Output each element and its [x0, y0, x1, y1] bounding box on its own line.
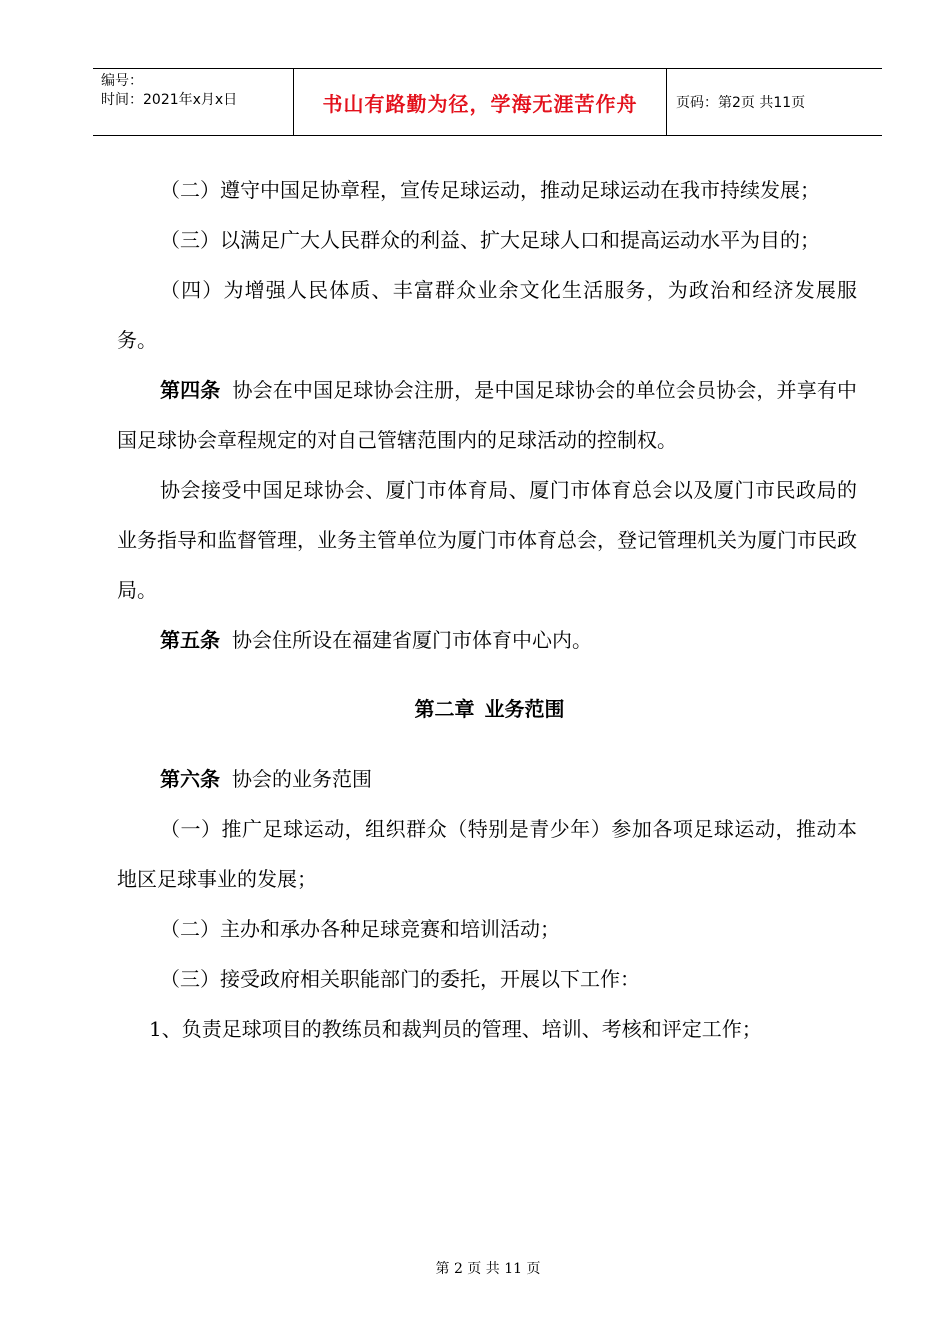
paragraph: （一）推广足球运动，组织群众（特别是青少年）参加各项足球运动，推动本地区足球事业的发展；	[117, 817, 857, 891]
paragraph: （二）遵守中国足协章程，宣传足球运动，推动足球运动在我市持续发展；	[160, 178, 820, 202]
paragraph: （二）主办和承办各种足球竞赛和培训活动；	[160, 917, 560, 941]
article-text: 协会住所设在福建省厦门市体育中心内。	[232, 628, 592, 652]
article-text: 协会的业务范围	[232, 767, 372, 791]
paragraph: （四）为增强人民体质、丰富群众业余文化生活服务，为政治和经济发展服务。	[117, 278, 857, 352]
article-text: 协会在中国足球协会注册，是中国足球协会的单位会员协会，并享有中国足球协会章程规定的对自己管辖范围内的足球活动的控制权。	[117, 378, 858, 452]
paragraph: （三）接受政府相关职能部门的委托，开展以下工作：	[160, 967, 640, 991]
paragraph: （三）以满足广大人民群众的利益、扩大足球人口和提高运动水平为目的；	[160, 228, 820, 252]
chapter-heading	[117, 684, 857, 734]
header-motto: 书山有路勤为径，学海无涯苦作舟	[294, 69, 667, 135]
article-title: 第五条	[160, 628, 220, 652]
article-title: 第六条	[160, 767, 220, 791]
list-item: 1、负责足球项目的教练员和裁判员的管理、培训、考核和评定工作；	[149, 1017, 762, 1041]
article-4	[117, 365, 857, 465]
chapter-title: 业务范围	[484, 697, 565, 721]
chapter-number: 第二章	[414, 697, 475, 721]
paragraph: 协会接受中国足球协会、厦门市体育局、厦门市体育总会以及厦门市民政局的业务指导和监督管理，业务主管单位为厦门市体育总会，登记管理机关为厦门市民政局。	[117, 478, 857, 602]
article-5	[117, 615, 857, 665]
header-meta	[93, 69, 294, 135]
article-title: 第四条	[160, 378, 221, 402]
page-header	[93, 68, 882, 136]
page-footer: 第 2 页 共 11 页	[435, 1261, 541, 1277]
number-label: 编号：	[101, 73, 143, 89]
header-page-info: 页码：第2页 共11页	[676, 95, 806, 111]
document-body	[117, 165, 857, 1054]
time-label: 时间：2021年x月x日	[101, 92, 238, 108]
article-6	[117, 754, 857, 804]
